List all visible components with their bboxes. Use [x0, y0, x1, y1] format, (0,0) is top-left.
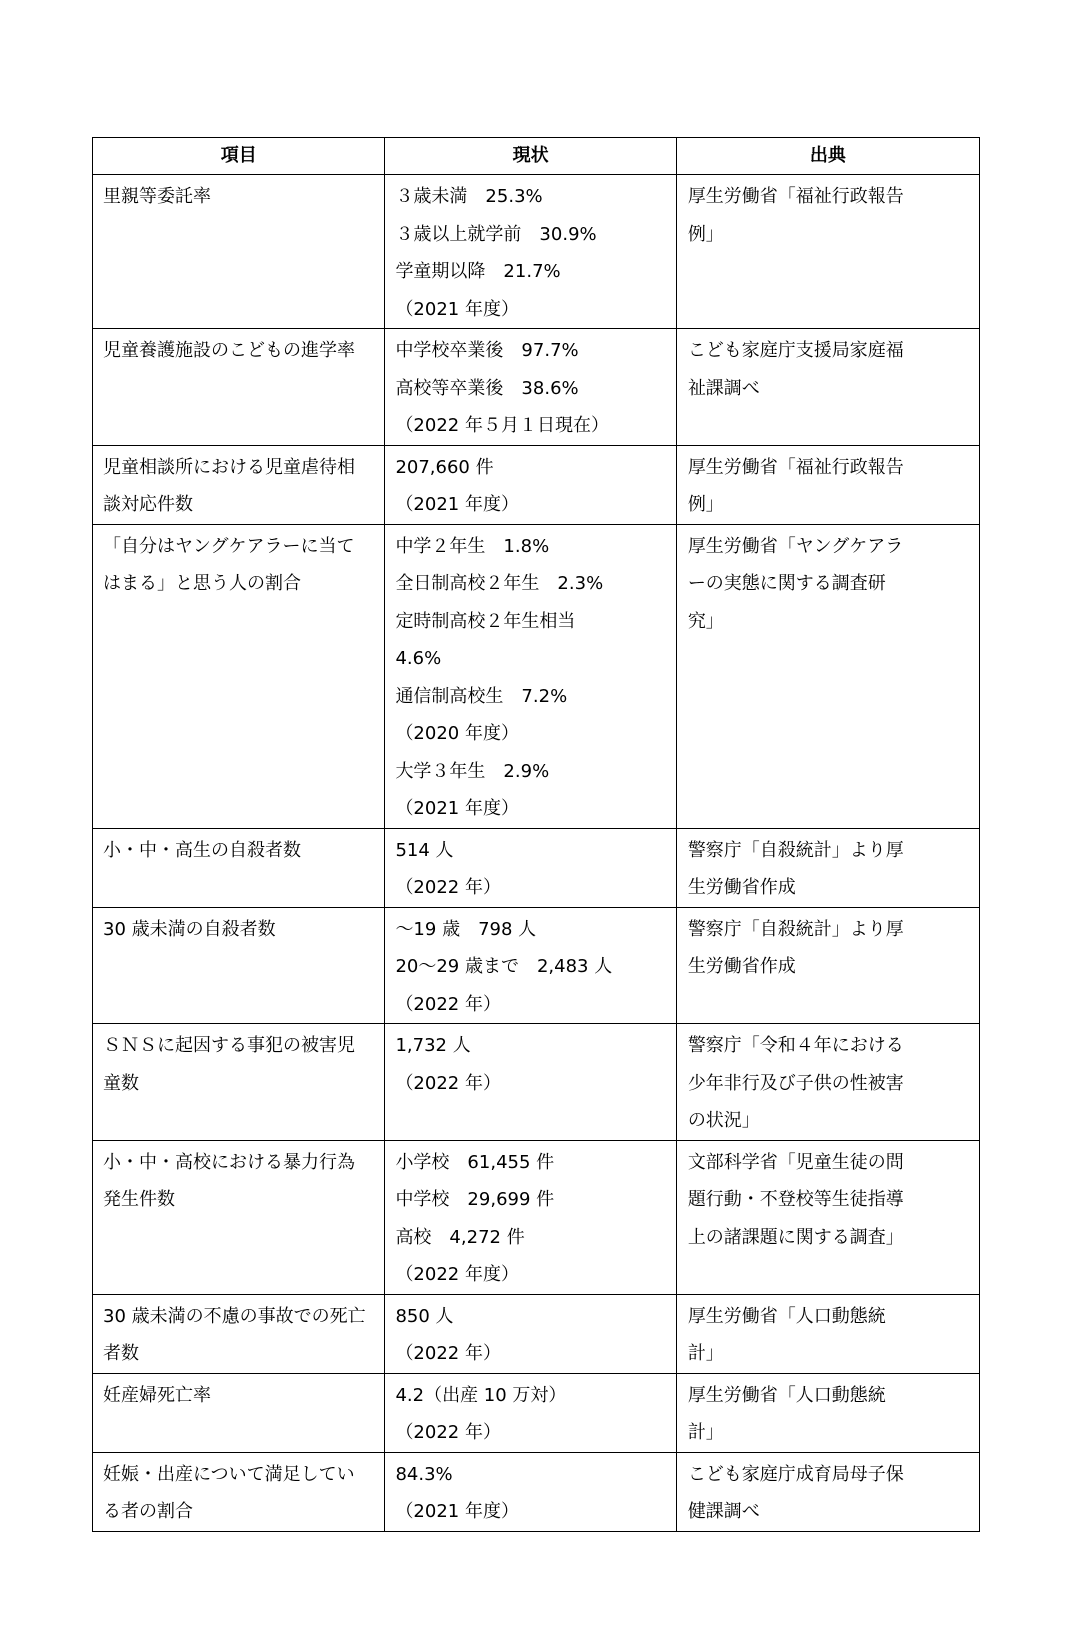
status-cell-line: 大学３年生 2.9% — [395, 760, 550, 782]
item-cell-line: はまる」と思う人の割合 — [103, 573, 301, 594]
table-row — [93, 524, 980, 828]
status-cell-line: 中学校卒業後 97.7% — [395, 340, 579, 361]
table-row — [93, 828, 980, 907]
status-cell — [385, 1294, 676, 1373]
status-cell-line: 定時制高校２年生相当 — [395, 610, 576, 632]
item-cell-line: 者数 — [103, 1343, 139, 1364]
status-cell — [385, 907, 676, 1024]
item-cell-line: 30 歳未満の自殺者数 — [103, 918, 276, 940]
item-cell-line: 童数 — [103, 1072, 139, 1094]
status-cell-line: （2021 年度） — [395, 798, 519, 819]
status-cell-line: 4.6% — [395, 648, 442, 669]
item-cell — [93, 524, 385, 828]
source-cell — [676, 445, 979, 524]
status-cell-line: （2022 年度） — [395, 1264, 519, 1285]
item-cell — [93, 1140, 385, 1294]
item-cell-line: 談対応件数 — [103, 494, 193, 515]
source-cell-line: 祉課調べ — [687, 377, 760, 399]
table-row — [93, 1373, 980, 1452]
status-cell-line: （2020 年度） — [395, 723, 519, 744]
status-cell-line: （2022 年） — [395, 1422, 501, 1443]
status-cell-line: 4.2（出産 10 万対） — [395, 1384, 567, 1406]
status-cell-line: 84.3% — [395, 1463, 453, 1485]
source-cell-line: の状況」 — [687, 1110, 760, 1131]
source-cell-line: 生労働省作成 — [687, 877, 796, 898]
item-cell-line: ＳＮＳに起因する事犯の被害児 — [103, 1035, 355, 1056]
statistics-table — [92, 137, 980, 1532]
document-page — [92, 137, 980, 1532]
item-cell — [93, 1452, 385, 1531]
table-row — [93, 175, 980, 329]
status-cell — [385, 445, 676, 524]
source-cell-line: 警察庁「自殺統計」より厚 — [687, 918, 904, 940]
item-cell-line: 里親等委託率 — [103, 186, 211, 207]
status-cell-line: ３歳以上就学前 30.9% — [395, 223, 597, 245]
source-cell — [676, 1140, 979, 1294]
header-source: 出典 — [676, 138, 979, 175]
source-cell-line: 少年非行及び子供の性被害 — [687, 1072, 904, 1094]
source-cell — [676, 1373, 979, 1452]
source-cell-line: 厚生労働省「福祉行政報告 — [687, 186, 904, 207]
table-row — [93, 1024, 980, 1141]
item-cell-line: 妊娠・出産について満足してい — [103, 1463, 355, 1485]
source-cell — [676, 329, 979, 446]
item-cell-line: 児童養護施設のこどもの進学率 — [103, 340, 355, 361]
source-cell-line: 計」 — [687, 1422, 724, 1443]
item-cell-line: 児童相談所における児童虐待相 — [103, 456, 355, 478]
status-cell-line: 1,732 人 — [395, 1035, 471, 1056]
status-cell-line: 高校 4,272 件 — [395, 1226, 525, 1248]
status-cell-line: 850 人 — [395, 1305, 454, 1327]
table-row — [93, 329, 980, 446]
source-cell — [676, 907, 979, 1024]
source-cell-line: こども家庭庁支援局家庭福 — [687, 340, 904, 361]
status-cell — [385, 1024, 676, 1141]
status-cell-line: 中学校 29,699 件 — [395, 1189, 555, 1210]
table-row — [93, 1452, 980, 1531]
header-status: 現状 — [385, 138, 676, 175]
status-cell-line: 514 人 — [395, 839, 454, 861]
item-cell — [93, 329, 385, 446]
status-cell-line: 207,660 件 — [395, 456, 494, 478]
status-cell-line: （2022 年） — [395, 1343, 501, 1364]
source-cell-line: 計」 — [687, 1343, 724, 1364]
table-row — [93, 1140, 980, 1294]
status-cell-line: （2022 年） — [395, 993, 501, 1015]
item-cell — [93, 175, 385, 329]
item-cell-line: 小・中・高生の自殺者数 — [103, 839, 301, 861]
source-cell-line: 文部科学省「児童生徒の問 — [687, 1151, 904, 1173]
source-cell-line: 厚生労働省「人口動態統 — [687, 1305, 886, 1327]
status-cell — [385, 175, 676, 329]
status-cell-line: ～19 歳 798 人 — [395, 918, 537, 940]
item-cell-line: 妊産婦死亡率 — [103, 1384, 211, 1406]
status-cell-line: ３歳未満 25.3% — [395, 186, 543, 207]
source-cell-line: 生労働省作成 — [687, 956, 796, 977]
status-cell-line: （2021 年度） — [395, 298, 519, 320]
table-row — [93, 445, 980, 524]
status-cell — [385, 828, 676, 907]
item-cell-line: 小・中・高校における暴力行為 — [103, 1151, 355, 1173]
item-cell — [93, 1373, 385, 1452]
source-cell-line: 警察庁「令和４年における — [687, 1035, 904, 1056]
table-header-row — [93, 138, 980, 175]
header-item: 項目 — [93, 138, 385, 175]
status-cell-line: 学童期以降 21.7% — [395, 261, 561, 282]
status-cell-line: 全日制高校２年生 2.3% — [395, 573, 604, 594]
source-cell-line: 警察庁「自殺統計」より厚 — [687, 839, 904, 861]
status-cell-line: 高校等卒業後 38.6% — [395, 377, 579, 399]
source-cell-line: 究」 — [687, 610, 724, 632]
status-cell — [385, 329, 676, 446]
source-cell-line: 厚生労働省「福祉行政報告 — [687, 456, 904, 478]
item-cell-line: 「自分はヤングケアラーに当て — [103, 535, 355, 557]
status-cell-line: 通信制高校生 7.2% — [395, 685, 568, 707]
source-cell-line: 厚生労働省「人口動態統 — [687, 1384, 886, 1406]
item-cell — [93, 1024, 385, 1141]
status-cell-line: 小学校 61,455 件 — [395, 1151, 555, 1173]
source-cell — [676, 175, 979, 329]
source-cell — [676, 524, 979, 828]
table-row — [93, 907, 980, 1024]
status-cell — [385, 524, 676, 828]
item-cell — [93, 445, 385, 524]
status-cell — [385, 1452, 676, 1531]
status-cell-line: 20～29 歳まで 2,483 人 — [395, 956, 613, 977]
status-cell-line: （2022 年） — [395, 1072, 501, 1094]
item-cell — [93, 907, 385, 1024]
table-row — [93, 1294, 980, 1373]
source-cell-line: ーの実態に関する調査研 — [687, 573, 886, 594]
status-cell-line: （2022 年５月１日現在） — [395, 415, 609, 436]
status-cell-line: （2021 年度） — [395, 494, 519, 515]
item-cell — [93, 828, 385, 907]
source-cell — [676, 1452, 979, 1531]
source-cell-line: 厚生労働省「ヤングケアラ — [687, 535, 904, 557]
item-cell-line: る者の割合 — [103, 1501, 193, 1522]
status-cell — [385, 1373, 676, 1452]
status-cell — [385, 1140, 676, 1294]
source-cell-line: 健課調べ — [687, 1501, 760, 1522]
item-cell-line: 30 歳未満の不慮の事故での死亡 — [103, 1305, 366, 1327]
source-cell-line: こども家庭庁成育局母子保 — [687, 1463, 904, 1485]
source-cell — [676, 1024, 979, 1141]
item-cell-line: 発生件数 — [103, 1189, 175, 1210]
source-cell — [676, 1294, 979, 1373]
status-cell-line: 中学２年生 1.8% — [395, 535, 550, 557]
status-cell-line: （2021 年度） — [395, 1501, 519, 1522]
status-cell-line: （2022 年） — [395, 877, 501, 898]
source-cell-line: 例」 — [687, 223, 724, 245]
item-cell — [93, 1294, 385, 1373]
source-cell-line: 題行動・不登校等生徒指導 — [687, 1189, 904, 1210]
source-cell-line: 上の諸課題に関する調査」 — [687, 1226, 904, 1248]
source-cell — [676, 828, 979, 907]
table-body — [93, 175, 980, 1532]
source-cell-line: 例」 — [687, 494, 724, 515]
